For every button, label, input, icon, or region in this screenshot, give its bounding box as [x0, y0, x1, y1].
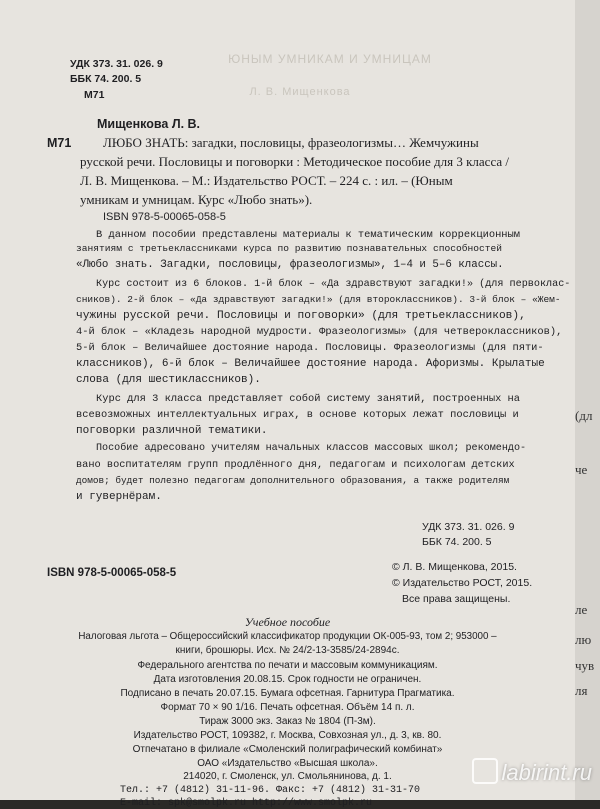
bbk-code-right: ББК 74. 200. 5 [422, 536, 492, 548]
abstract-line: классников), 6-й блок – Величайшее достояние народа. Афоризмы. Крылатые [76, 358, 545, 370]
labirint-logo-icon [472, 758, 498, 784]
udk-code-right: УДК 373. 31. 026. 9 [422, 521, 515, 533]
abstract-line: Курс состоит из 6 блоков. 1-й блок – «Да здравствуют загадки!» (для первоклас- [96, 278, 571, 290]
bbk-code: ББК 74. 200. 5 [70, 73, 142, 85]
abstract-line: Курс для 3 класса представляет собой систему занятий, построенных на [96, 393, 521, 405]
bib-line-4: умникам и умницам. Курс «Любо знать»). [80, 192, 313, 207]
author-sign: М71 [84, 89, 105, 101]
author-name: Мищенкова Л. В. [97, 117, 201, 131]
imprint-line: Дата изготовления 20.08.15. Срок годности не ограничен. [153, 674, 422, 685]
abstract-line: сников). 2-й блок – «Да здравствуют загадки!» (для второклассников). 3-й блок – «Жем- [76, 294, 561, 305]
bib-line-2: русской речи. Пословицы и поговорки : Методическое пособие для 3 класса / [80, 154, 510, 169]
bleed-through-text-top: ЮНЫМ УМНИКАМ И УМНИЦАМ [228, 52, 432, 66]
copyright-author: © Л. В. Мищенкова, 2015. [392, 561, 517, 573]
imprint-line: Формат 70 × 90 1/16. Печать офсетная. Объём 14 п. л. [160, 702, 415, 713]
imprint-line: Тираж 3000 экз. Заказ № 1804 (П-3м). [199, 716, 376, 727]
adjacent-fragment: лю [575, 632, 592, 647]
abstract-line: и гувернёрам. [76, 491, 162, 503]
abstract-line: поговорки различной тематики. [76, 425, 268, 437]
abstract-line: чужины русской речи. Пословицы и поговорки» (для третьеклассников), [76, 310, 526, 322]
adjacent-fragment: ле [575, 602, 588, 617]
abstract-line: слова (для шестиклассников). [76, 374, 261, 386]
imprint-line: Отпечатано в филиале «Смоленский полиграфический комбинат» [132, 744, 443, 755]
isbn-bottom: ISBN 978-5-00065-058-5 [47, 567, 177, 579]
bib-line-3: Л. В. Мищенкова. – М.: Издательство РОСТ. – 224 с. : ил. – (Юным [80, 173, 453, 188]
abstract-line: всевозможных интеллектуальных играх, в основе которых лежат пословицы и [76, 409, 519, 421]
imprint-line: книги, брошюры. Исх. № 24/2-13-3585/24-2894с. [175, 645, 400, 656]
watermark-text: labirint.ru [501, 760, 592, 785]
abstract-line: занятиям с третьеклассниками курса по развитию познавательных способностей [76, 243, 503, 254]
bib-line-1: ЛЮБО ЗНАТЬ: загадки, пословицы, фразеологизмы… Жемчужины [103, 135, 479, 150]
imprint-line: Подписано в печать 20.07.15. Бумага офсетная. Гарнитура Прагматика. [120, 688, 455, 699]
adjacent-fragment: (дл [575, 408, 593, 423]
labirint-watermark [472, 758, 592, 786]
abstract-line: домов; будет полезно педагогам дополнительного образования, а также родителям [76, 475, 510, 486]
imprint-line: Налоговая льгота – Общероссийский классификатор продукции ОК-005-93, том 2; 953000 – [78, 631, 497, 642]
abstract-line: 4-й блок – «Кладезь народной мудрости. Фразеологизмы» (для четвероклассников), [76, 326, 563, 338]
adjacent-page-edge [575, 0, 600, 800]
abstract-line: вано воспитателям групп продлённого дня, педагогам и психологам детских [76, 459, 515, 471]
copyright-rights: Все права защищены. [402, 593, 511, 605]
abstract-line: В данном пособии представлены материалы к тематическим коррекционным [96, 229, 521, 241]
imprint-line: E-mail: spk@smolpk.ru http://www.smolpk.ru [120, 798, 373, 809]
imprint-line: Тел.: +7 (4812) 31-11-96. Факс: +7 (4812) 31-31-70 [120, 785, 421, 796]
imprint-line: Федерального агентства по печати и массовым коммуникациям. [137, 660, 438, 671]
abstract-line: Пособие адресовано учителям начальных классов массовых школ; рекомендо- [96, 443, 527, 454]
imprint-title: Учебное пособие [244, 615, 331, 629]
bib-isbn: ISBN 978-5-00065-058-5 [103, 211, 226, 223]
bib-code: М71 [47, 136, 72, 150]
imprint-line: ОАО «Издательство «Высшая школа». [197, 758, 378, 769]
imprint-line: Издательство РОСТ, 109382, г. Москва, Совхозная ул., д. 3, кв. 80. [133, 730, 442, 741]
adjacent-fragment: чув [575, 658, 595, 673]
bleed-through-text-author: Л. В. Мищенкова [249, 86, 351, 98]
abstract-line: 5-й блок – Величайшее достояние народа. Пословицы. Фразеологизмы (для пяти- [76, 342, 544, 354]
copyright-publisher: © Издательство РОСТ, 2015. [392, 577, 533, 589]
imprint-line: 214020, г. Смоленск, ул. Смольянинова, д. 1. [183, 771, 392, 782]
udk-code: УДК 373. 31. 026. 9 [70, 58, 163, 70]
adjacent-fragment: ля [575, 683, 588, 698]
abstract-line: «Любо знать. Загадки, пословицы, фразеологизмы», 1–4 и 5–6 классы. [76, 259, 504, 271]
adjacent-fragment: че [575, 462, 588, 477]
